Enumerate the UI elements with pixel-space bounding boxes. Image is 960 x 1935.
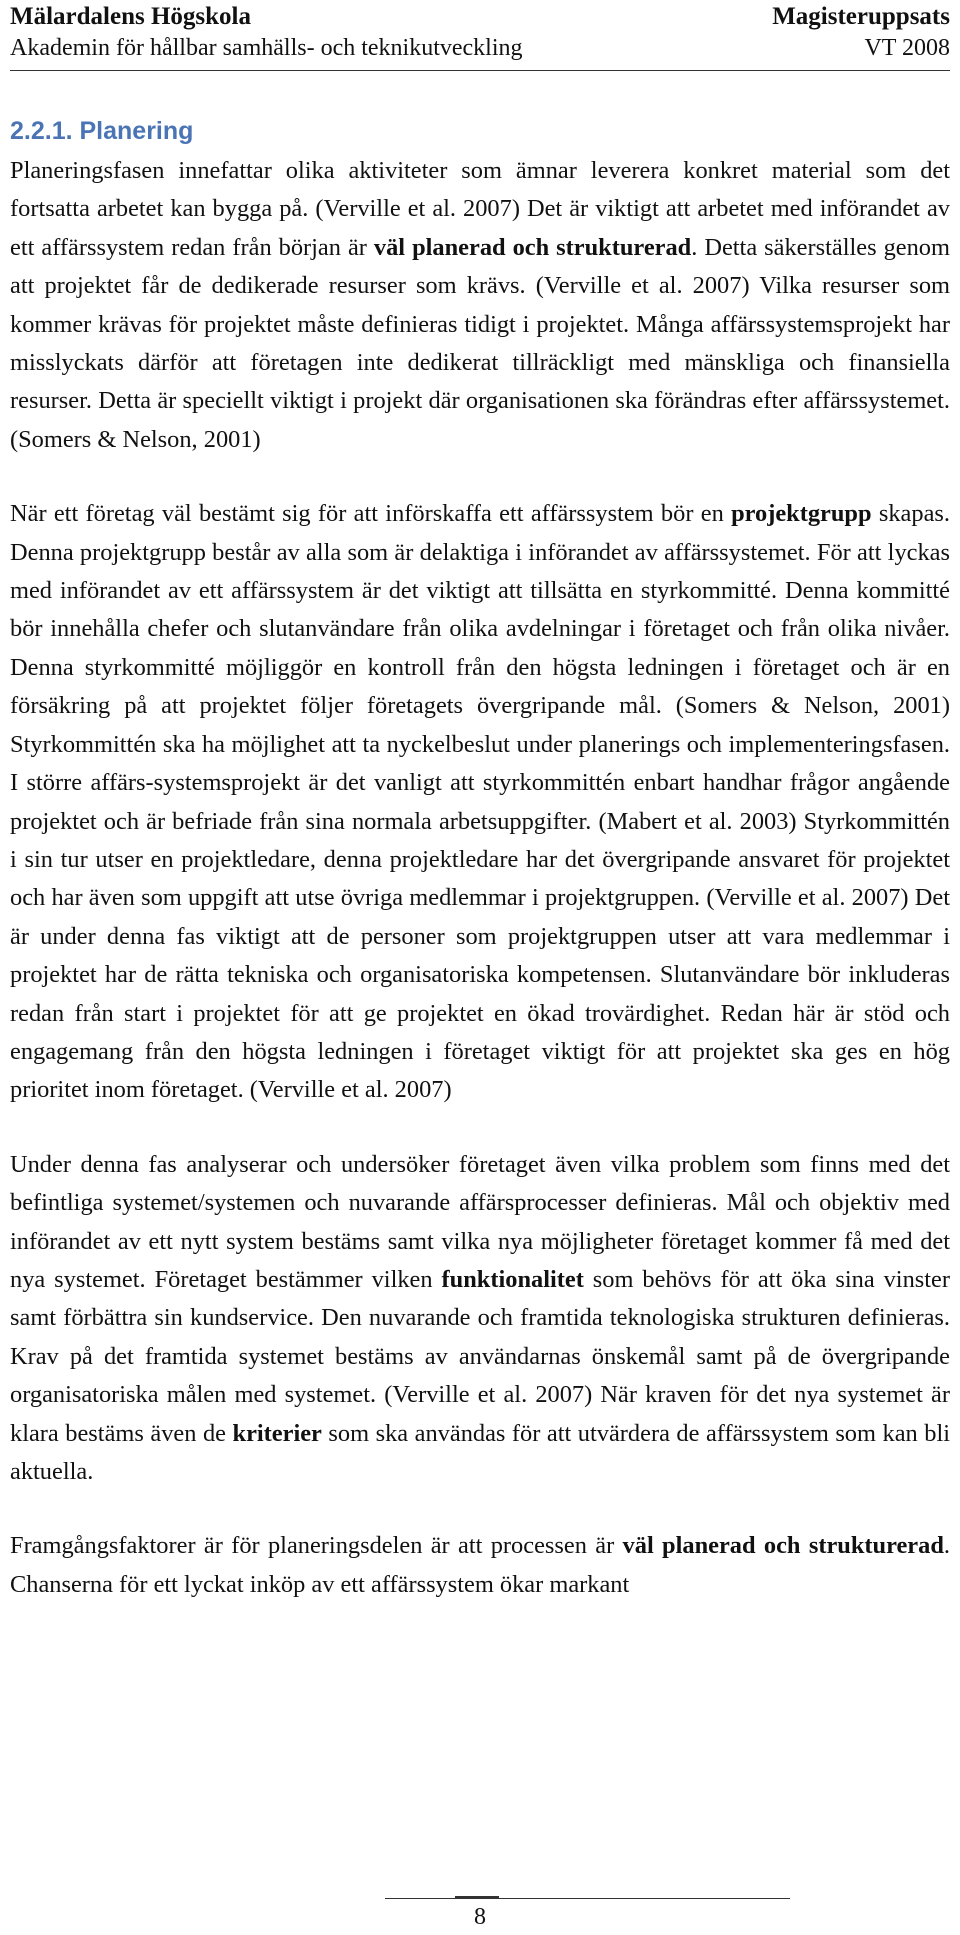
university-name: Mälardalens Högskola xyxy=(10,3,251,30)
paragraph xyxy=(10,152,950,459)
paragraph xyxy=(10,495,950,1110)
page-header xyxy=(10,0,950,64)
section-heading: 2.2.1. Planering xyxy=(10,117,194,145)
text-run: . Chanserna för ett lyckat inköp av ett affärssystem ökar markant xyxy=(10,1532,950,1598)
school-name: Akademin för hållbar samhälls- och teknikutveckling xyxy=(10,35,523,61)
footer-rule xyxy=(385,1898,790,1899)
header-rule xyxy=(10,70,950,71)
text-run: Planeringsfasen innefattar olika aktiviteter som ämnar leverera konkret material som det fortsatta arbetet kan bygga på. (Verville et al. 2007) Det är viktigt att arbetet med införandet av ett affärssystem redan från början är xyxy=(10,157,950,261)
bold-text: funktionalitet xyxy=(441,1265,584,1293)
header-row-2 xyxy=(10,32,950,64)
text-run: Framgångsfaktorer är för planeringsdelen är att processen är xyxy=(10,1532,623,1560)
text-run: som behövs för att öka sina vinster samt förbättra sin kundservice. Den nuvarande och framtida teknologiska strukturen definieras. Krav på det framtida systemet bestäms av användarnas önskemål samt på de övergripande organisatoriska målen med systemet. (Verville et al. 2007) När kraven för det nya systemet är klara bestäms även de xyxy=(10,1265,950,1447)
paragraph xyxy=(10,1527,950,1604)
text-run: som ska användas för att utvärdera de affärssystem som kan bli aktuella. xyxy=(10,1419,951,1485)
bold-text: väl planerad och strukturerad xyxy=(373,233,692,261)
document-type: Magisteruppsats xyxy=(772,3,950,30)
paragraph xyxy=(10,1146,950,1492)
bold-text: kriterier xyxy=(232,1419,322,1447)
section-body xyxy=(10,152,950,1604)
header-row-1 xyxy=(10,0,950,32)
page-number: 8 xyxy=(474,1904,486,1930)
text-run: . Detta säkerställes genom att projektet får de dedikerade resurser som krävs. (Verville et al. 2007) Vilka resurser som kommer krävas för projektet måste definieras tidigt i projektet. Många affärssystemsprojekt har misslyckats därför att företagen inte dedikerat tillräckligt med mänskliga och finansiella resurser. Detta är speciellt viktigt i projekt där organisationen ska förändras efter affärssystemet. (Somers & Nelson, 2001) xyxy=(10,233,950,453)
text-run: skapas. Denna projektgrupp består av alla som är delaktiga i införandet av affärssystemet. För att lyckas med införandet av ett affärssystem är det viktigt att tillsätta en styrkommitté. Denna kommitté bör innehålla chefer och slutanvändare från olika avdelningar i företaget och från olika nivåer. Denna styrkommitté möjliggör en kontroll från den högsta ledningen i företaget och är en försäkring på att projektet följer företagets övergripande mål. (Somers & Nelson, 2001) Styrkommittén ska ha möjlighet att ta nyckelbeslut under planerings och implementeringsfasen. I större affärs-systemsprojekt är det vanligt att styrkommittén enbart handhar frågor angående projektet och är befriade från sina normala arbetsuppgifter. (Mabert et al. 2003) Styrkommittén i sin tur utser en projektledare, denna projektledare har det övergripande ansvaret för projektet och har även som uppgift att utse övriga medlemmar i projektgruppen. (Verville et al. 2007) Det är under denna fas viktigt att de personer som projektgruppen utser att vara medlemmar i projektet har de rätta tekniska och organisatoriska kompetensen. Slutanvändare bör inkluderas redan från start i projektet för att ge projektet en ökad trovärdighet. Redan här är stöd och engagemang från den högsta ledningen i företaget viktigt för att projektet ska ges en hög prioritet inom företaget. (Verville et al. 2007) xyxy=(10,500,950,1104)
text-run: Under denna fas analyserar och undersöker företaget även vilka problem som finns med det befintliga systemet/systemen och nuvarande affärsprocesser definieras. Mål och objektiv med införandet av ett nytt system bestäms samt vilka nya möjligheter företaget kommer få med det nya systemet. Företaget bestämmer vilken xyxy=(10,1150,950,1293)
term: VT 2008 xyxy=(864,35,950,61)
bold-text: väl planerad och strukturerad xyxy=(622,1532,944,1560)
main-content xyxy=(10,112,950,1640)
bold-text: projektgrupp xyxy=(731,500,872,528)
text-run: När ett företag väl bestämt sig för att införskaffa ett affärssystem bör en xyxy=(10,500,732,528)
